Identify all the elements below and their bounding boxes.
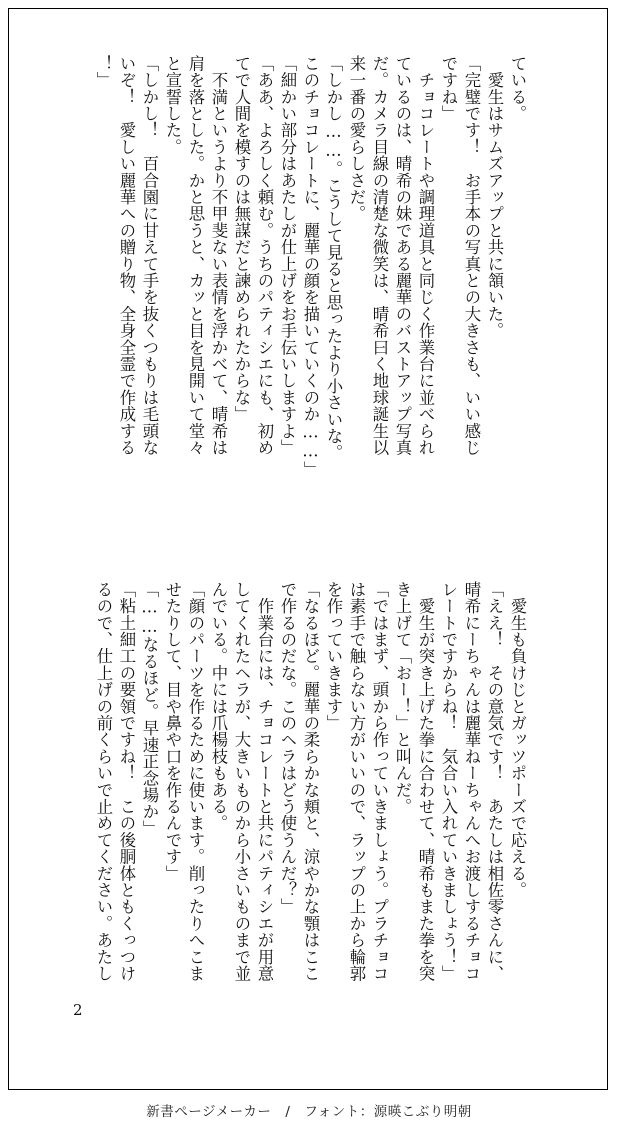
page-number: 2 — [73, 1001, 83, 1019]
text-line: 晴希にーちゃんは麗華ねーちゃんへお渡しするチョコ — [462, 581, 481, 982]
text-line: ！」 — [94, 55, 113, 89]
text-line: 「……なるほど。早速正念場か」 — [140, 581, 159, 837]
text-line: ている。 — [508, 55, 527, 122]
lower-text-block — [92, 581, 529, 1021]
text-line: 愛生が突き上げた拳に合わせて、晴希もまた拳を突 — [416, 581, 435, 982]
text-line: チョコレートや調理道具と同じく作業台に並べられ — [416, 55, 435, 456]
text-line: 肩を落とした。かと思うと、カッと目を見開いて堂々 — [186, 55, 205, 456]
text-line: 作業台には、チョコレートと共にパティシエが用意 — [255, 581, 274, 982]
text-line: と宣誓した。 — [163, 55, 182, 156]
footer-credit: 新書ページメーカー / フォント：源暎こぶり明朝 — [146, 1104, 472, 1120]
text-line: 不満というより不甲斐ない表情を浮かべて、晴希は — [209, 55, 228, 456]
text-line: ているのは、晴希の妹である麗華のバストアップ写真 — [393, 55, 412, 456]
text-line: 愛生はサムズアップと共に頷いた。 — [485, 55, 504, 339]
text-line: してくれたヘラが、大きいものから小さいものまで並 — [232, 581, 251, 982]
text-line: 「ええ！ その意気です！ あたしは相佐零さんに、 — [485, 581, 504, 982]
text-line: 「顔のパーツを作るために使います。削ったりへこま — [186, 581, 205, 982]
book-page — [8, 8, 608, 1090]
text-line: 「ああ、よろしく頼む。うちのパティシエにも、初め — [255, 55, 274, 456]
text-line: るので、仕上げの前くらいで止めてください。あたし — [94, 581, 113, 982]
text-line: レートですからね！ 気合い入れていきましょう！」 — [439, 581, 458, 982]
text-line: き上げて「おー！」と叫んだ。 — [393, 581, 412, 815]
text-line: 「なるほど。麗華の柔らかな頬と、涼やかな顎はここ — [301, 581, 320, 982]
text-line: んでいる。中には爪楊枝もある。 — [209, 581, 228, 832]
text-line: 「しかし！ 百合園に甘えて手を抜くつもりは毛頭な — [140, 55, 159, 456]
text-line: せたりして、目や鼻や口を作るんです」 — [163, 581, 182, 882]
text-line: を作っていきます」 — [324, 581, 343, 732]
text-line: ですね」 — [439, 55, 458, 122]
text-line: 「しかし……。こうして見ると思ったより小さいな。 — [324, 55, 343, 461]
text-line: 「完璧です！ お手本の写真との大きさも、いい感じ — [462, 55, 481, 456]
text-line: 「ではまず、頭から作っていきましょう。プラチョコ — [370, 581, 389, 982]
upper-text-block — [92, 55, 529, 525]
text-line: 「粘土細工の要領ですね！ この後胴体ともくっつけ — [117, 581, 136, 982]
text-line: このチョコレートに、麗華の顔を描いていくのか……」 — [301, 55, 320, 478]
text-line: 愛生も負けじとガッツポーズで応える。 — [508, 581, 527, 899]
text-line: 来一番の愛らしさだ。 — [347, 55, 366, 222]
text-line: てで人間を模すのは無謀だと諫められたからな」 — [232, 55, 251, 423]
text-line: だ。カメラ目線の清楚な微笑は、晴希曰く地球誕生以 — [370, 55, 389, 456]
text-line: いぞ！ 愛しい麗華への贈り物、全身全霊で作成する — [117, 55, 136, 456]
text-line: で作るのだな。このヘラはどう使うんだ？」 — [278, 581, 297, 915]
text-line: は素手で触らない方がいいので、ラップの上から輪郭 — [347, 581, 366, 982]
text-line: 「細かい部分はあたしが仕上げをお手伝いしますよ」 — [278, 55, 297, 456]
